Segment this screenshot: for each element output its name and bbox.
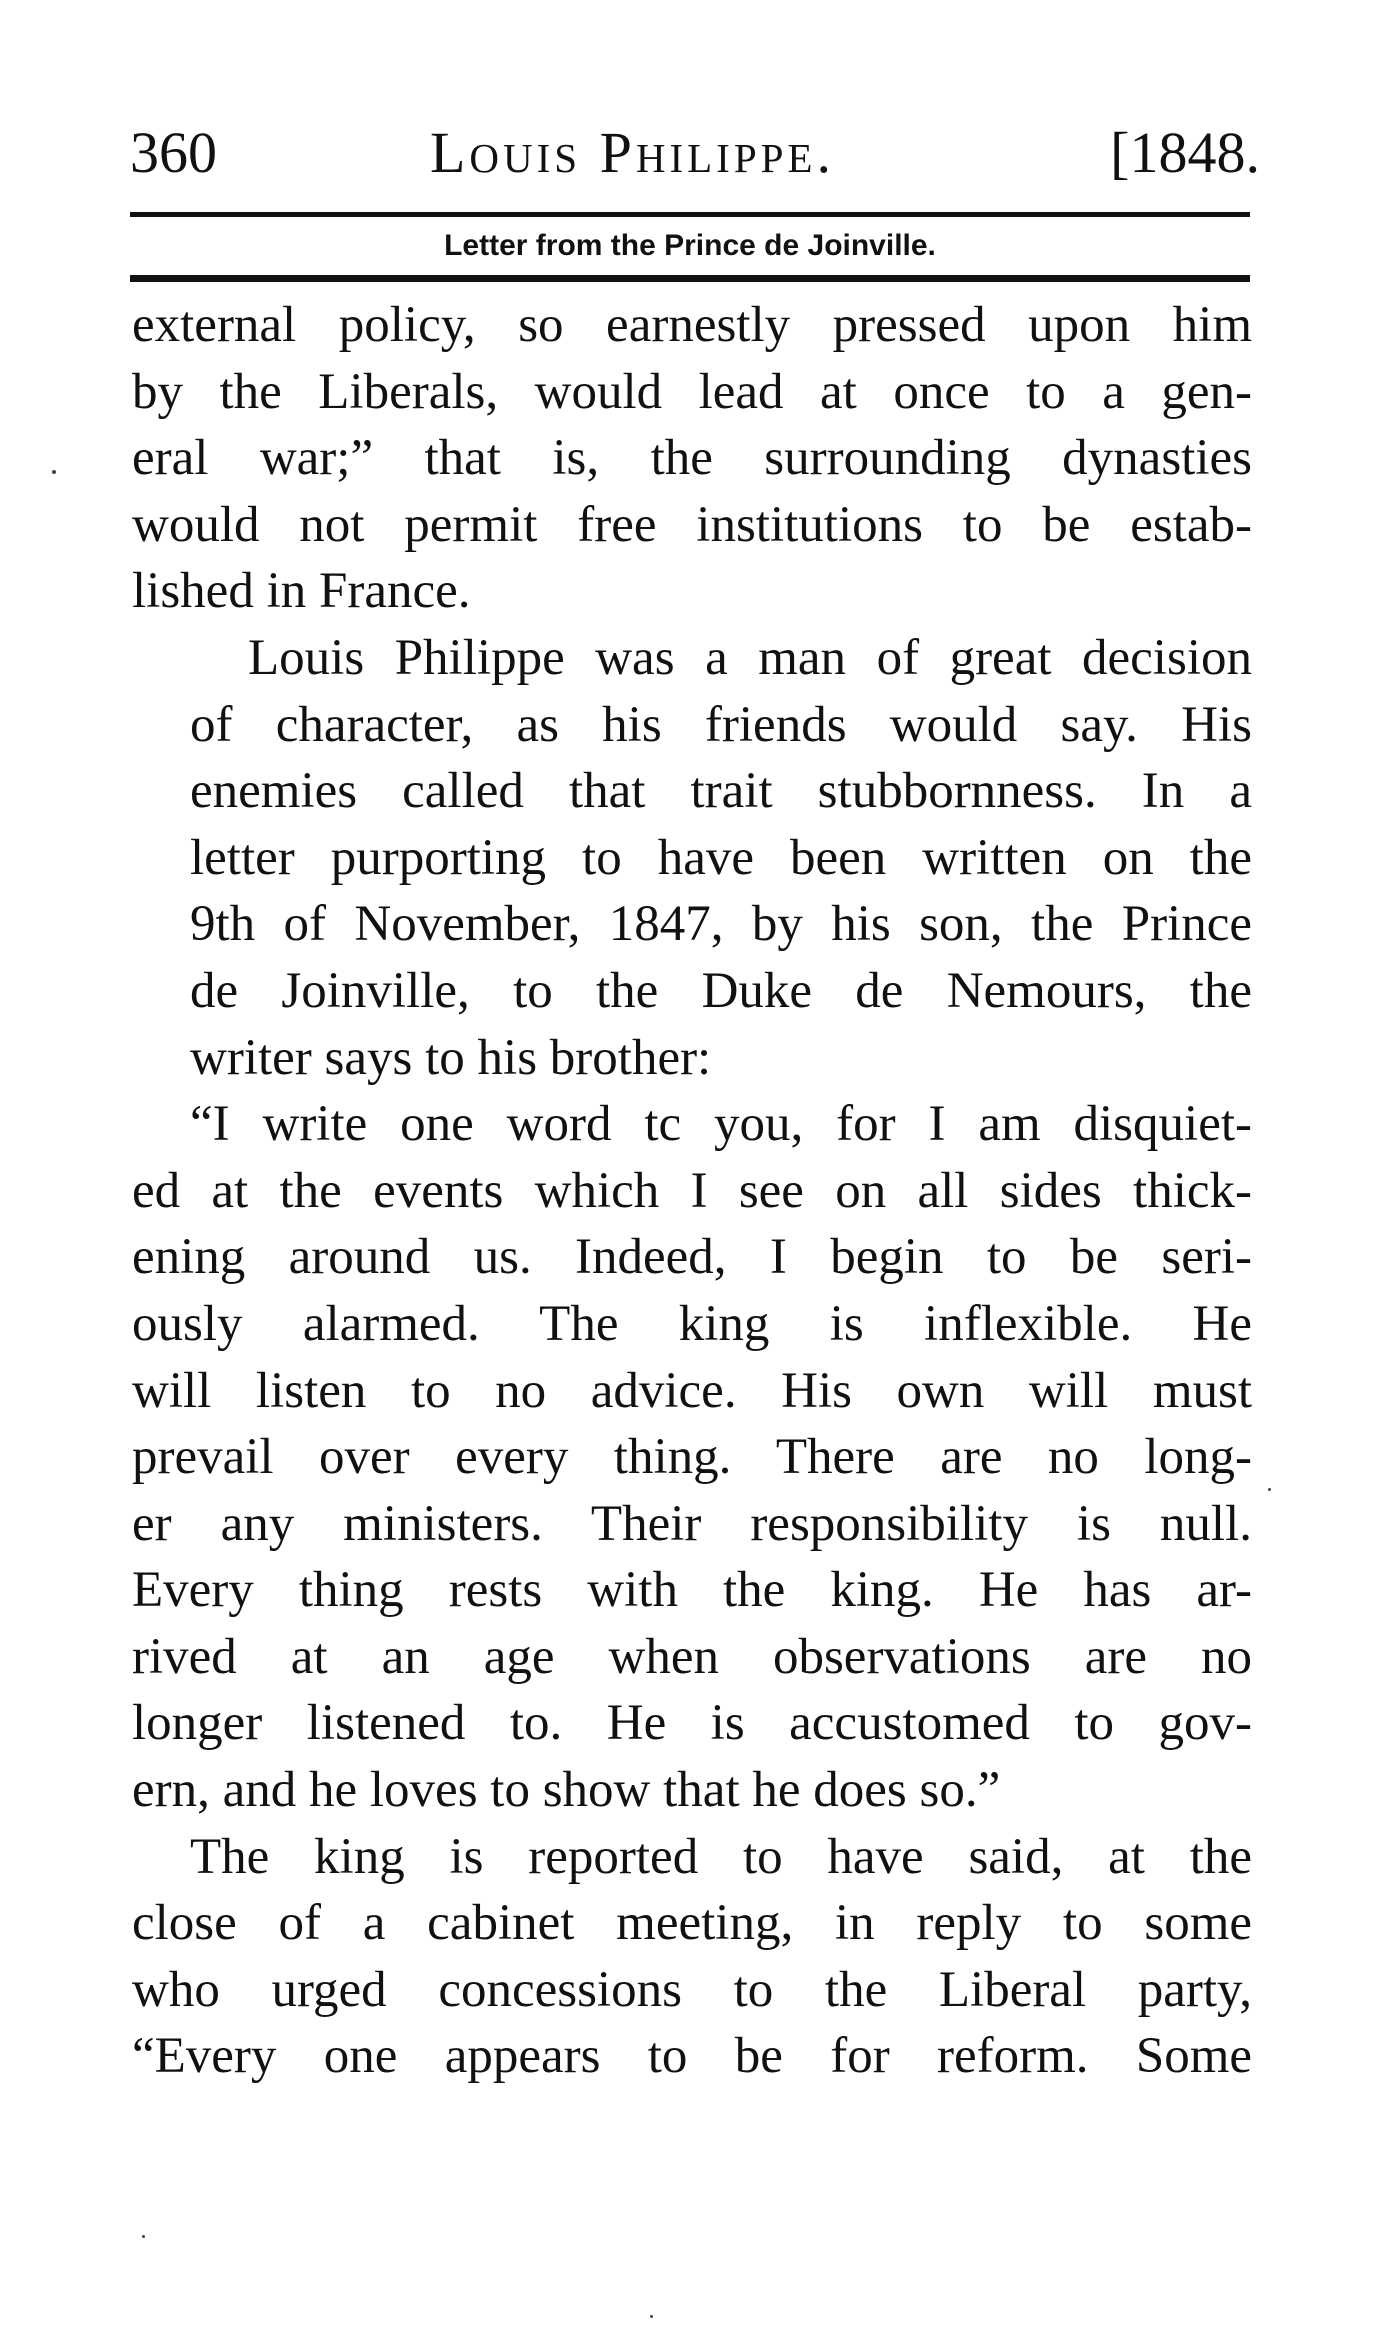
paragraph <box>132 625 1252 1091</box>
text-line: ed at the events which I see on all sides thick- <box>132 1162 1252 1219</box>
text-line: by the Liberals, would lead at once to a gen- <box>132 363 1252 420</box>
text-line: of character, as his friends would say. His <box>190 696 1252 753</box>
text-line: “I write one word tc you, for I am disquiet- <box>190 1096 1252 1153</box>
text-line: longer listened to. He is accustomed to gov- <box>132 1695 1252 1752</box>
running-title: Louis Philippe. <box>430 120 835 185</box>
text-line: “Every one appears to be for reform. Some <box>132 2028 1252 2085</box>
text-line: lished in France. <box>132 563 471 620</box>
running-header <box>130 118 1260 188</box>
print-speck <box>52 470 56 474</box>
header-rule-bottom <box>130 275 1250 282</box>
page-number: 360 <box>130 120 217 185</box>
body-text <box>132 292 1252 2090</box>
text-line: writer says to his brother: <box>190 1029 712 1086</box>
text-line: ously alarmed. The king is inflexible. He <box>132 1295 1252 1352</box>
text-line: who urged concessions to the Liberal party, <box>132 1961 1252 2018</box>
text-line: ening around us. Indeed, I begin to be seri- <box>132 1229 1252 1286</box>
text-line: 9th of November, 1847, by his son, the Prince <box>190 896 1252 953</box>
paragraph <box>132 292 1252 625</box>
print-speck <box>1268 1488 1271 1491</box>
text-line: Every thing rests with the king. He has ar- <box>132 1562 1252 1619</box>
paragraph <box>132 1824 1252 2090</box>
text-line: external policy, so earnestly pressed upon him <box>132 297 1252 353</box>
text-line: er any ministers. Their responsibility is null. <box>132 1495 1252 1552</box>
text-line: de Joinville, to the Duke de Nemours, the <box>190 962 1252 1019</box>
paragraph <box>132 1091 1252 1824</box>
text-line: prevail over every thing. There are no long- <box>132 1429 1252 1486</box>
print-speck <box>142 2235 145 2238</box>
text-line: ern, and he loves to show that he does so.” <box>132 1762 1001 1819</box>
header-rule-top <box>130 212 1250 217</box>
text-line: would not permit free institutions to be estab- <box>132 496 1252 553</box>
text-line: close of a cabinet meeting, in reply to some <box>132 1895 1252 1952</box>
text-line: enemies called that trait stubbornness. In a <box>190 763 1252 820</box>
header-year: [1848. <box>1110 120 1260 185</box>
text-line: eral war;” that is, the surrounding dynasties <box>132 430 1252 487</box>
text-line: will listen to no advice. His own will must <box>132 1362 1252 1419</box>
text-line: The king is reported to have said, at the <box>190 1828 1252 1885</box>
print-speck <box>650 2315 653 2318</box>
text-line: rived at an age when observations are no <box>132 1628 1252 1685</box>
text-line: Louis Philippe was a man of great decision <box>248 629 1252 686</box>
text-line: letter purporting to have been written on the <box>190 829 1252 886</box>
section-subtitle: Letter from the Prince de Joinville. <box>444 229 936 262</box>
